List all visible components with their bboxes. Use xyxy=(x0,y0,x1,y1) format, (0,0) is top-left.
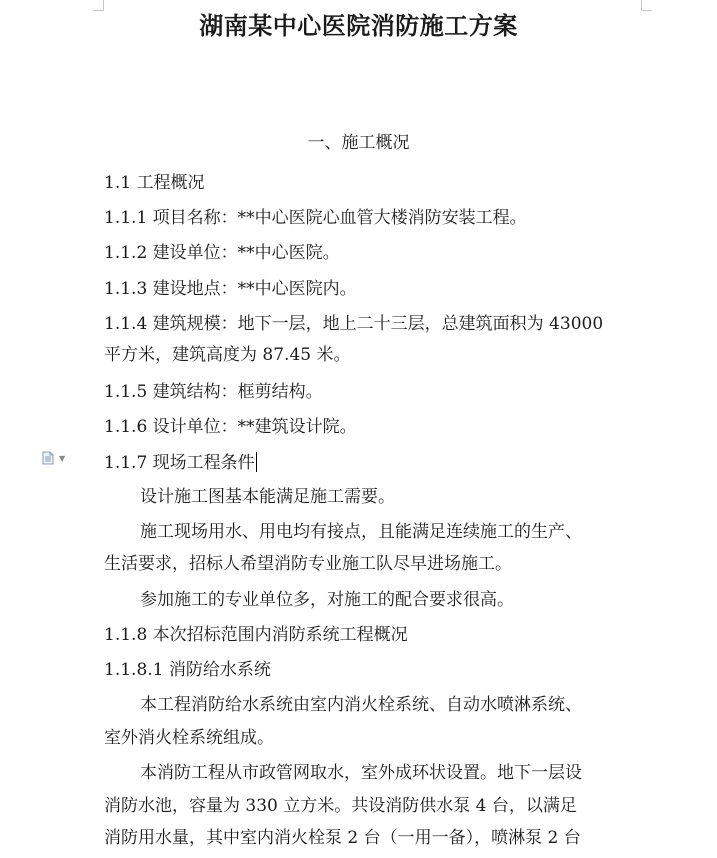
paragraph-with-caret[interactable] xyxy=(104,452,257,473)
paragraph: 1.1.6 设计单位：**建筑设计院。 xyxy=(104,417,357,437)
paragraph: 室外消火栓系统组成。 xyxy=(104,728,274,748)
paragraph: 1.1.1 项目名称：**中心医院心血管大楼消防安装工程。 xyxy=(104,208,527,228)
paragraph: 1.1.8 本次招标范围内消防系统工程概况 xyxy=(104,625,408,645)
paragraph: 生活要求，招标人希望消防专业施工队尽早进场施工。 xyxy=(104,554,512,574)
paragraph: 本消防工程从市政管网取水，室外成环状设置。地下一层设 xyxy=(140,763,582,783)
section-heading: 一、施工概况 xyxy=(307,133,410,153)
paragraph: 本工程消防给水系统由室内消火栓系统、自动水喷淋系统、 xyxy=(140,695,582,715)
paragraph: 1.1.5 建筑结构：框剪结构。 xyxy=(104,382,323,402)
paragraph: 消防用水量，其中室内消火栓泵 2 台（一用一备），喷淋泵 2 台 xyxy=(104,828,581,848)
paragraph: 参加施工的专业单位多，对施工的配合要求很高。 xyxy=(140,590,514,610)
paragraph: 设计施工图基本能满足施工需要。 xyxy=(140,487,395,507)
paragraph: 1.1.2 建设单位：**中心医院。 xyxy=(104,243,340,263)
document-title: 湖南某中心医院消防施工方案 xyxy=(199,11,518,40)
text-cursor xyxy=(256,452,257,472)
paragraph: 1.1.8.1 消防给水系统 xyxy=(104,660,271,680)
paragraph: 平方米，建筑高度为 87.45 米。 xyxy=(104,345,351,365)
paragraph: 1.1 工程概况 xyxy=(104,173,205,193)
paragraph: 施工现场用水、用电均有接点，且能满足连续施工的生产、 xyxy=(140,522,582,542)
paragraph: 消防水池，容量为 330 立方米。共设消防供水泵 4 台，以满足 xyxy=(104,796,577,816)
chevron-down-icon[interactable]: ▼ xyxy=(59,454,66,463)
paragraph: 1.1.3 建设地点：**中心医院内。 xyxy=(104,279,357,299)
document-icon[interactable] xyxy=(41,451,55,465)
paragraph: 1.1.7 现场工程条件 xyxy=(104,453,255,473)
paragraph: 1.1.4 建筑规模：地下一层，地上二十三层，总建筑面积为 43000 xyxy=(104,314,604,334)
